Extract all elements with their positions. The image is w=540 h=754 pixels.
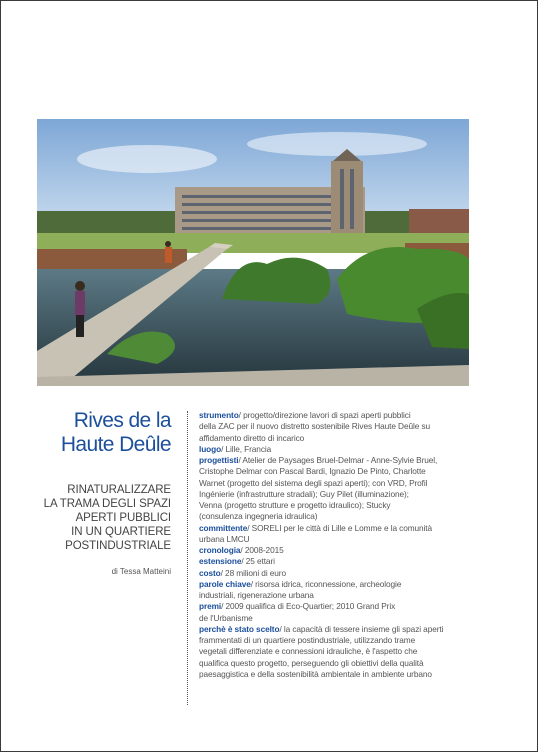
info-value: / SORELI per le città di Lille e Lomme e la comunità: [247, 522, 433, 533]
info-line: [199, 568, 471, 579]
column-divider: [187, 411, 188, 705]
info-line: [199, 500, 471, 511]
author-byline: di Tessa Matteini: [111, 567, 171, 576]
info-line: [199, 534, 471, 545]
info-entry: [199, 545, 471, 556]
info-value: della ZAC per il nuovo distretto sostenibile Rives Haute Deûle su: [199, 421, 431, 432]
info-entry: [199, 444, 471, 455]
info-line: [199, 511, 471, 522]
info-entry: [199, 455, 471, 523]
info-key: committente: [199, 522, 248, 533]
info-entry: [199, 568, 471, 579]
info-value: / risorsa idrica, riconnessione, archeologie: [250, 578, 402, 589]
info-value: qualifica questo progetto, perseguendo gli obiettivi della qualità: [199, 657, 424, 668]
info-value: / Lille, Francia: [221, 443, 272, 454]
info-entry: [199, 579, 471, 602]
info-line: [199, 489, 471, 500]
info-line: [199, 478, 471, 489]
info-line: [199, 601, 471, 612]
info-key: parole chiave: [199, 578, 251, 589]
info-entry: [199, 523, 471, 546]
info-value: Warnet (progetto del sistema degli spazi aperti); con VRD, Profil: [199, 477, 428, 488]
info-line: [199, 658, 471, 669]
info-line: [199, 455, 471, 466]
info-value: Cristophe Delmar con Pascal Bardi, Ignazio De Pinto, Charlotte: [199, 466, 426, 477]
article-subtitle: [31, 483, 171, 553]
title-line: Rives de la: [73, 409, 171, 432]
info-value: de l'Urbanisme: [199, 612, 253, 623]
article-title: [37, 409, 171, 457]
subtitle-line: LA TRAMA DEGLI SPAZI: [43, 498, 171, 510]
subtitle-line: POSTINDUSTRIALE: [65, 540, 171, 552]
info-value: / la capacità di tessere insieme gli spazi aperti: [279, 623, 444, 634]
info-line: [199, 613, 471, 624]
info-value: / Atelier de Paysages Bruel-Delmar - Anne-Sylvie Bruel,: [238, 455, 438, 465]
info-value: / 2009 qualifica di Eco-Quartier; 2010 Grand Prix: [221, 601, 396, 612]
info-line: [199, 444, 471, 455]
info-value: / 25 ettari: [241, 556, 275, 567]
info-key: perchè è stato scelto: [199, 623, 280, 634]
info-value: Venna (progetto strutture e progetto idraulico); Stucky: [199, 500, 391, 510]
info-key: estensione: [199, 556, 242, 567]
info-key: premi: [199, 601, 222, 612]
project-photo: [37, 119, 469, 386]
info-line: [199, 579, 471, 590]
info-key: progettisti: [199, 455, 239, 465]
info-value: industriali, rigenerazione urbana: [199, 590, 314, 600]
info-line: [199, 523, 471, 534]
info-value: / 28 milioni di euro: [220, 567, 286, 578]
info-value: / progetto/direzione lavori di spazi aperti pubblici: [238, 410, 411, 420]
info-entry: [199, 410, 471, 444]
info-value: urbana LMCU: [199, 533, 250, 544]
info-line: [199, 466, 471, 477]
info-line: [199, 590, 471, 601]
subtitle-line: APERTI PUBBLICI: [75, 512, 171, 524]
info-value: vegetali differenziate e connessioni idrauliche, è l'aspetto che: [199, 646, 418, 657]
info-line: [199, 646, 471, 657]
info-line: [199, 624, 471, 635]
info-line: [199, 545, 471, 556]
info-line: [199, 556, 471, 567]
info-key: costo: [199, 567, 221, 578]
info-entry: [199, 601, 471, 624]
info-entry: [199, 556, 471, 567]
title-line: Haute Deûle: [60, 433, 171, 456]
info-value: frammentati di un quartiere postindustriale, utilizzando trame: [199, 635, 416, 645]
subtitle-line: RINATURALIZZARE: [67, 484, 171, 496]
info-line: [199, 421, 471, 432]
info-value: affidamento diretto di incarico: [199, 432, 305, 443]
info-line: [199, 635, 471, 646]
info-line: [199, 433, 471, 444]
info-entry: [199, 624, 471, 680]
info-value: / 2008-2015: [240, 545, 284, 555]
info-key: cronologia: [199, 545, 241, 555]
info-value: (consulenza ingegneria idraulica): [199, 511, 318, 522]
info-key: strumento: [199, 410, 239, 420]
project-info-sheet: [199, 410, 471, 680]
info-value: Ingénierie (infrastrutture stradali); Guy Pilet (illuminazione);: [199, 488, 409, 499]
subtitle-line: IN UN QUARTIERE: [71, 526, 171, 538]
info-value: paesaggistica e della sostenibilità ambientale in ambiente urbano: [199, 668, 432, 679]
info-line: [199, 410, 471, 421]
info-line: [199, 669, 471, 680]
info-key: luogo: [199, 443, 222, 454]
